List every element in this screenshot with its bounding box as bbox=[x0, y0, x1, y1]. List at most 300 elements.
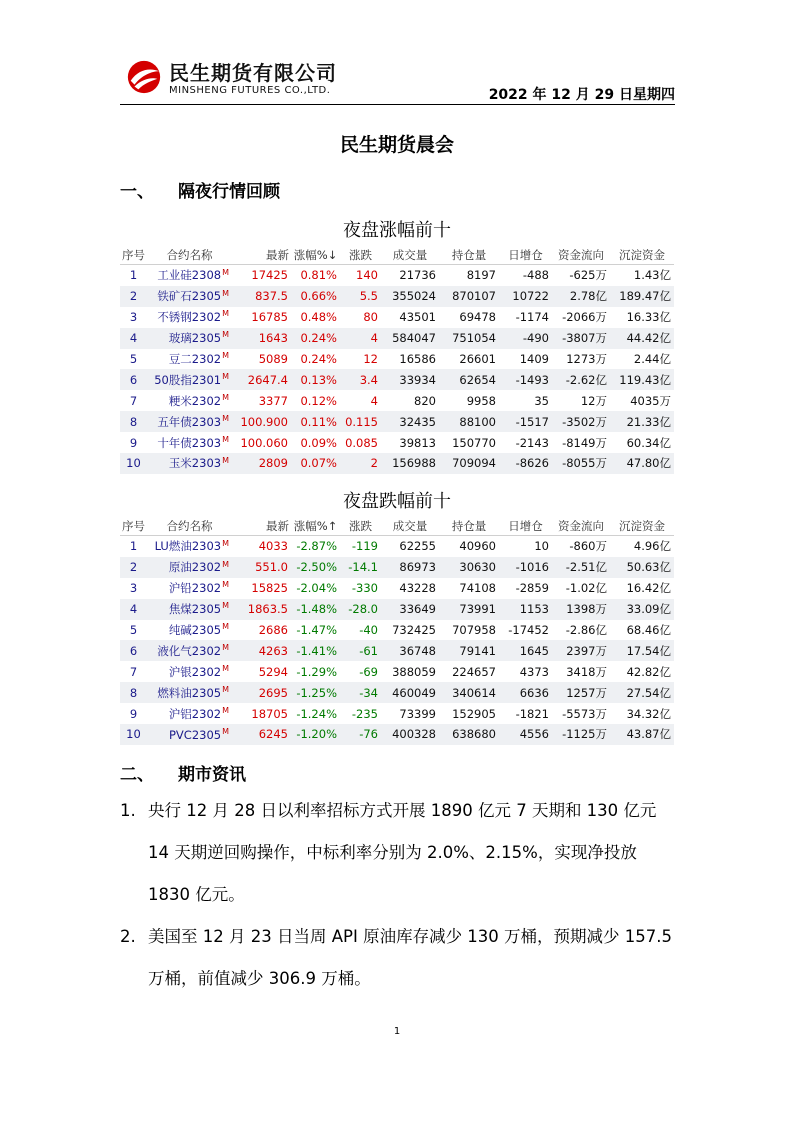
cell-daily-oi-change: 10 bbox=[499, 536, 552, 557]
cell-last-price: 6245 bbox=[232, 724, 291, 745]
cell-daily-oi-change: 1153 bbox=[499, 599, 552, 620]
col-header-daily-oi-change: 日增仓 bbox=[499, 245, 552, 265]
cell-fund-flow: -2066万 bbox=[552, 307, 610, 328]
cell-deposited-funds: 119.43亿 bbox=[610, 369, 674, 390]
contract-name-text: 焦煤2305 bbox=[168, 602, 222, 617]
table-row bbox=[120, 620, 674, 641]
cell-last-price: 16785 bbox=[232, 307, 291, 328]
cell-contract-name bbox=[147, 724, 232, 745]
main-contract-mark: M bbox=[222, 351, 229, 361]
cell-last-price: 2809 bbox=[232, 453, 291, 474]
contract-name-text: 十年债2303 bbox=[157, 435, 222, 450]
main-contract-mark: M bbox=[222, 663, 229, 673]
cell-contract-name bbox=[147, 349, 232, 370]
cell-last-price: 1863.5 bbox=[232, 599, 291, 620]
cell-open-interest: 152905 bbox=[439, 703, 499, 724]
news-list bbox=[120, 790, 676, 1000]
news-item-text: 央行 12 月 28 日以利率招标方式开展 1890 亿元 7 天期和 130 亿元 14 天期逆回购操作，中标利率分别为 2.0%、2.15%，实现净投放 1830 亿元。 bbox=[148, 801, 657, 904]
cell-deposited-funds: 21.33亿 bbox=[610, 411, 674, 432]
contract-name-text: 铁矿石2305 bbox=[157, 289, 222, 304]
cell-daily-oi-change: -1821 bbox=[499, 703, 552, 724]
cell-volume: 73399 bbox=[381, 703, 439, 724]
table-row bbox=[120, 286, 674, 307]
col-header-contract: 合约名称 bbox=[147, 516, 232, 536]
cell-price-change: 12 bbox=[340, 349, 381, 370]
col-header-pct: 涨幅%↓ bbox=[291, 245, 340, 265]
cell-price-change: -40 bbox=[340, 620, 381, 641]
cell-price-change: -28.0 bbox=[340, 599, 381, 620]
contract-name-text: LU燃油2303 bbox=[154, 539, 222, 554]
cell-row-index: 3 bbox=[120, 307, 147, 328]
cell-fund-flow: 1398万 bbox=[552, 599, 610, 620]
main-contract-mark: M bbox=[222, 684, 229, 694]
table-row bbox=[120, 557, 674, 578]
cell-last-price: 4263 bbox=[232, 640, 291, 661]
cell-daily-oi-change: -490 bbox=[499, 328, 552, 349]
cell-volume: 460049 bbox=[381, 682, 439, 703]
main-contract-mark: M bbox=[222, 538, 229, 548]
cell-daily-oi-change: 4556 bbox=[499, 724, 552, 745]
cell-row-index: 4 bbox=[120, 599, 147, 620]
cell-pct-change: -1.41% bbox=[291, 640, 340, 661]
cell-volume: 36748 bbox=[381, 640, 439, 661]
cell-price-change: 0.115 bbox=[340, 411, 381, 432]
cell-volume: 16586 bbox=[381, 349, 439, 370]
table-row bbox=[120, 390, 674, 411]
cell-contract-name bbox=[147, 286, 232, 307]
contract-name-text: 玉米2303 bbox=[168, 456, 222, 471]
cell-last-price: 15825 bbox=[232, 578, 291, 599]
cell-row-index: 10 bbox=[120, 724, 147, 745]
news-item-text: 美国至 12 月 23 日当周 API 原油库存减少 130 万桶，预期减少 157.5 万桶，前值减少 306.9 万桶。 bbox=[148, 927, 673, 988]
col-header-fund-flow: 资金流向 bbox=[552, 516, 610, 536]
cell-price-change: -69 bbox=[340, 661, 381, 682]
cell-contract-name bbox=[147, 557, 232, 578]
cell-open-interest: 74108 bbox=[439, 578, 499, 599]
cell-open-interest: 88100 bbox=[439, 411, 499, 432]
news-item-number: 2. bbox=[120, 927, 136, 946]
section-number: 二、 bbox=[120, 765, 154, 785]
cell-price-change: -34 bbox=[340, 682, 381, 703]
main-contract-mark: M bbox=[222, 392, 229, 402]
section-heading-market-news bbox=[120, 760, 246, 785]
cell-last-price: 837.5 bbox=[232, 286, 291, 307]
cell-volume: 43228 bbox=[381, 578, 439, 599]
cell-contract-name bbox=[147, 578, 232, 599]
cell-daily-oi-change: -1016 bbox=[499, 557, 552, 578]
contract-name-text: 五年债2303 bbox=[157, 414, 222, 429]
cell-row-index: 1 bbox=[120, 536, 147, 557]
cell-contract-name bbox=[147, 307, 232, 328]
cell-fund-flow: -3502万 bbox=[552, 411, 610, 432]
table-row bbox=[120, 640, 674, 661]
cell-price-change: -119 bbox=[340, 536, 381, 557]
contract-name-text: 沪铝2302 bbox=[168, 706, 222, 721]
cell-last-price: 18705 bbox=[232, 703, 291, 724]
cell-pct-change: -2.50% bbox=[291, 557, 340, 578]
contract-name-text: 纯碱2305 bbox=[168, 623, 222, 637]
cell-last-price: 2695 bbox=[232, 682, 291, 703]
col-header-last: 最新 bbox=[232, 516, 291, 536]
cell-daily-oi-change: -1517 bbox=[499, 411, 552, 432]
cell-open-interest: 224657 bbox=[439, 661, 499, 682]
cell-open-interest: 340614 bbox=[439, 682, 499, 703]
cell-row-index: 7 bbox=[120, 390, 147, 411]
contract-name-text: 玻璃2305 bbox=[168, 331, 222, 346]
table-row bbox=[120, 349, 674, 370]
contract-name-text: 不锈钢2302 bbox=[157, 310, 222, 325]
table-row bbox=[120, 724, 674, 745]
news-item bbox=[120, 790, 676, 916]
gainers-table-caption: 夜盘涨幅前十 bbox=[343, 220, 451, 241]
cell-deposited-funds: 42.82亿 bbox=[610, 661, 674, 682]
cell-volume: 33649 bbox=[381, 599, 439, 620]
col-header-volume: 成交量 bbox=[381, 516, 439, 536]
cell-last-price: 2647.4 bbox=[232, 369, 291, 390]
col-header-change: 涨跌 bbox=[340, 516, 381, 536]
cell-daily-oi-change: 6636 bbox=[499, 682, 552, 703]
contract-name-text: 沪铅2302 bbox=[168, 581, 222, 596]
cell-row-index: 1 bbox=[120, 265, 147, 286]
cell-price-change: -61 bbox=[340, 640, 381, 661]
cell-deposited-funds: 16.42亿 bbox=[610, 578, 674, 599]
cell-fund-flow: 3418万 bbox=[552, 661, 610, 682]
cell-open-interest: 26601 bbox=[439, 349, 499, 370]
cell-deposited-funds: 4.96亿 bbox=[610, 536, 674, 557]
cell-last-price: 5089 bbox=[232, 349, 291, 370]
cell-deposited-funds: 1.43亿 bbox=[610, 265, 674, 286]
cell-contract-name bbox=[147, 265, 232, 286]
cell-pct-change: 0.07% bbox=[291, 453, 340, 474]
cell-open-interest: 150770 bbox=[439, 432, 499, 453]
col-header-volume: 成交量 bbox=[381, 245, 439, 265]
cell-daily-oi-change: 10722 bbox=[499, 286, 552, 307]
cell-last-price: 17425 bbox=[232, 265, 291, 286]
main-contract-mark: M bbox=[222, 705, 229, 715]
cell-pct-change: -1.47% bbox=[291, 620, 340, 641]
cell-fund-flow: -625万 bbox=[552, 265, 610, 286]
cell-contract-name bbox=[147, 620, 232, 641]
contract-name-text: 液化气2302 bbox=[157, 643, 222, 658]
cell-pct-change: 0.48% bbox=[291, 307, 340, 328]
cell-volume: 732425 bbox=[381, 620, 439, 641]
cell-fund-flow: 1257万 bbox=[552, 682, 610, 703]
cell-volume: 33934 bbox=[381, 369, 439, 390]
cell-last-price: 4033 bbox=[232, 536, 291, 557]
cell-row-index: 7 bbox=[120, 661, 147, 682]
col-header-open-interest: 持仓量 bbox=[439, 245, 499, 265]
cell-pct-change: -1.20% bbox=[291, 724, 340, 745]
cell-price-change: -14.1 bbox=[340, 557, 381, 578]
col-header-contract: 合约名称 bbox=[147, 245, 232, 265]
main-contract-mark: M bbox=[222, 643, 229, 653]
document-title: 民生期货晨会 bbox=[339, 134, 454, 156]
cell-open-interest: 870107 bbox=[439, 286, 499, 307]
col-header-index: 序号 bbox=[120, 516, 147, 536]
cell-contract-name bbox=[147, 599, 232, 620]
cell-contract-name bbox=[147, 640, 232, 661]
cell-fund-flow: -8055万 bbox=[552, 453, 610, 474]
cell-fund-flow: 2397万 bbox=[552, 640, 610, 661]
cell-volume: 156988 bbox=[381, 453, 439, 474]
cell-price-change: -76 bbox=[340, 724, 381, 745]
cell-last-price: 100.060 bbox=[232, 432, 291, 453]
table-row bbox=[120, 307, 674, 328]
cell-deposited-funds: 34.32亿 bbox=[610, 703, 674, 724]
cell-volume: 584047 bbox=[381, 328, 439, 349]
table-row bbox=[120, 265, 674, 286]
cell-contract-name bbox=[147, 536, 232, 557]
main-contract-mark: M bbox=[222, 622, 229, 632]
cell-price-change: 4 bbox=[340, 328, 381, 349]
contract-name-text: 豆二2302 bbox=[168, 352, 222, 366]
col-header-index: 序号 bbox=[120, 245, 147, 265]
cell-row-index: 10 bbox=[120, 453, 147, 474]
cell-row-index: 8 bbox=[120, 682, 147, 703]
cell-deposited-funds: 33.09亿 bbox=[610, 599, 674, 620]
contract-name-text: 50股指2301 bbox=[154, 372, 222, 387]
section-title: 隔夜行情回顾 bbox=[178, 182, 280, 202]
table-row bbox=[120, 328, 674, 349]
table-row bbox=[120, 661, 674, 682]
cell-open-interest: 707958 bbox=[439, 620, 499, 641]
cell-row-index: 5 bbox=[120, 349, 147, 370]
cell-pct-change: 0.13% bbox=[291, 369, 340, 390]
main-contract-mark: M bbox=[222, 727, 229, 737]
report-date: 2022 年 12 月 29 日星期四 bbox=[488, 87, 675, 103]
cell-open-interest: 709094 bbox=[439, 453, 499, 474]
cell-last-price: 551.0 bbox=[232, 557, 291, 578]
cell-pct-change: -2.04% bbox=[291, 578, 340, 599]
cell-price-change: 80 bbox=[340, 307, 381, 328]
losers-table-caption: 夜盘跌幅前十 bbox=[343, 491, 451, 512]
cell-contract-name bbox=[147, 453, 232, 474]
section-title: 期市资讯 bbox=[178, 765, 246, 785]
section-number: 一、 bbox=[120, 182, 154, 202]
cell-pct-change: -2.87% bbox=[291, 536, 340, 557]
cell-last-price: 3377 bbox=[232, 390, 291, 411]
night-losers-table bbox=[120, 516, 674, 745]
cell-pct-change: 0.11% bbox=[291, 411, 340, 432]
cell-fund-flow: -2.86亿 bbox=[552, 620, 610, 641]
cell-volume: 39813 bbox=[381, 432, 439, 453]
cell-deposited-funds: 2.44亿 bbox=[610, 349, 674, 370]
cell-pct-change: -1.25% bbox=[291, 682, 340, 703]
main-contract-mark: M bbox=[222, 267, 229, 277]
cell-row-index: 2 bbox=[120, 286, 147, 307]
cell-open-interest: 79141 bbox=[439, 640, 499, 661]
col-header-open-interest: 持仓量 bbox=[439, 516, 499, 536]
cell-row-index: 6 bbox=[120, 369, 147, 390]
cell-row-index: 9 bbox=[120, 703, 147, 724]
table-row bbox=[120, 411, 674, 432]
cell-pct-change: 0.09% bbox=[291, 432, 340, 453]
cell-deposited-funds: 47.80亿 bbox=[610, 453, 674, 474]
cell-volume: 388059 bbox=[381, 661, 439, 682]
cell-pct-change: -1.29% bbox=[291, 661, 340, 682]
cell-last-price: 1643 bbox=[232, 328, 291, 349]
table-row bbox=[120, 578, 674, 599]
main-contract-mark: M bbox=[222, 601, 229, 611]
cell-daily-oi-change: -17452 bbox=[499, 620, 552, 641]
cell-contract-name bbox=[147, 661, 232, 682]
col-header-pct: 涨幅%↑ bbox=[291, 516, 340, 536]
cell-price-change: 140 bbox=[340, 265, 381, 286]
table-row bbox=[120, 369, 674, 390]
main-contract-mark: M bbox=[222, 413, 229, 423]
cell-price-change: 4 bbox=[340, 390, 381, 411]
table-row bbox=[120, 432, 674, 453]
main-contract-mark: M bbox=[222, 434, 229, 444]
cell-daily-oi-change: -2143 bbox=[499, 432, 552, 453]
table-row bbox=[120, 453, 674, 474]
table-row bbox=[120, 536, 674, 557]
cell-pct-change: 0.12% bbox=[291, 390, 340, 411]
cell-pct-change: 0.24% bbox=[291, 349, 340, 370]
cell-deposited-funds: 189.47亿 bbox=[610, 286, 674, 307]
page-header bbox=[120, 52, 675, 105]
cell-pct-change: -1.48% bbox=[291, 599, 340, 620]
cell-volume: 43501 bbox=[381, 307, 439, 328]
cell-pct-change: -1.24% bbox=[291, 703, 340, 724]
cell-fund-flow: 2.78亿 bbox=[552, 286, 610, 307]
section-heading-market-review bbox=[120, 177, 280, 202]
table-row bbox=[120, 703, 674, 724]
news-item-number: 1. bbox=[120, 801, 136, 820]
cell-pct-change: 0.66% bbox=[291, 286, 340, 307]
cell-deposited-funds: 17.54亿 bbox=[610, 640, 674, 661]
table-header-row bbox=[120, 245, 674, 265]
company-logo-icon bbox=[125, 58, 163, 96]
cell-daily-oi-change: 4373 bbox=[499, 661, 552, 682]
cell-row-index: 9 bbox=[120, 432, 147, 453]
cell-volume: 400328 bbox=[381, 724, 439, 745]
company-logo bbox=[125, 54, 365, 102]
cell-open-interest: 40960 bbox=[439, 536, 499, 557]
cell-contract-name bbox=[147, 682, 232, 703]
company-name-en: MINSHENG FUTURES CO.,LTD. bbox=[169, 85, 331, 96]
cell-volume: 62255 bbox=[381, 536, 439, 557]
cell-deposited-funds: 44.42亿 bbox=[610, 328, 674, 349]
night-gainers-table bbox=[120, 245, 674, 474]
cell-last-price: 2686 bbox=[232, 620, 291, 641]
cell-daily-oi-change: -8626 bbox=[499, 453, 552, 474]
cell-price-change: 0.085 bbox=[340, 432, 381, 453]
cell-row-index: 6 bbox=[120, 640, 147, 661]
main-contract-mark: M bbox=[222, 372, 229, 382]
cell-open-interest: 73991 bbox=[439, 599, 499, 620]
cell-volume: 21736 bbox=[381, 265, 439, 286]
col-header-last: 最新 bbox=[232, 245, 291, 265]
cell-daily-oi-change: 1409 bbox=[499, 349, 552, 370]
cell-contract-name bbox=[147, 328, 232, 349]
cell-daily-oi-change: 1645 bbox=[499, 640, 552, 661]
cell-last-price: 100.900 bbox=[232, 411, 291, 432]
main-contract-mark: M bbox=[222, 309, 229, 319]
cell-deposited-funds: 68.46亿 bbox=[610, 620, 674, 641]
table-header-row bbox=[120, 516, 674, 536]
cell-fund-flow: -3807万 bbox=[552, 328, 610, 349]
cell-fund-flow: -1125万 bbox=[552, 724, 610, 745]
contract-name-text: 沪银2302 bbox=[168, 664, 222, 679]
cell-deposited-funds: 4035万 bbox=[610, 390, 674, 411]
cell-fund-flow: -8149万 bbox=[552, 432, 610, 453]
company-name-cn: 民生期货有限公司 bbox=[169, 61, 337, 85]
cell-pct-change: 0.81% bbox=[291, 265, 340, 286]
cell-row-index: 5 bbox=[120, 620, 147, 641]
cell-row-index: 8 bbox=[120, 411, 147, 432]
contract-name-text: 原油2302 bbox=[168, 560, 222, 575]
cell-daily-oi-change: -2859 bbox=[499, 578, 552, 599]
cell-contract-name bbox=[147, 369, 232, 390]
col-header-change: 涨跌 bbox=[340, 245, 381, 265]
contract-name-text: PVC2305 bbox=[168, 727, 222, 742]
main-contract-mark: M bbox=[222, 330, 229, 340]
main-contract-mark: M bbox=[222, 580, 229, 590]
cell-open-interest: 30630 bbox=[439, 557, 499, 578]
cell-daily-oi-change: 35 bbox=[499, 390, 552, 411]
col-header-deposited-funds: 沉淀资金 bbox=[610, 245, 674, 265]
cell-deposited-funds: 50.63亿 bbox=[610, 557, 674, 578]
cell-fund-flow: -2.62亿 bbox=[552, 369, 610, 390]
cell-pct-change: 0.24% bbox=[291, 328, 340, 349]
cell-fund-flow: -1.02亿 bbox=[552, 578, 610, 599]
cell-fund-flow: 1273万 bbox=[552, 349, 610, 370]
cell-last-price: 5294 bbox=[232, 661, 291, 682]
cell-price-change: 2 bbox=[340, 453, 381, 474]
contract-name-text: 工业硅2308 bbox=[157, 268, 222, 283]
cell-fund-flow: -860万 bbox=[552, 536, 610, 557]
cell-fund-flow: -5573万 bbox=[552, 703, 610, 724]
cell-contract-name bbox=[147, 390, 232, 411]
cell-contract-name bbox=[147, 703, 232, 724]
table-row bbox=[120, 599, 674, 620]
cell-fund-flow: -2.51亿 bbox=[552, 557, 610, 578]
cell-contract-name bbox=[147, 411, 232, 432]
cell-volume: 355024 bbox=[381, 286, 439, 307]
cell-contract-name bbox=[147, 432, 232, 453]
cell-daily-oi-change: -1493 bbox=[499, 369, 552, 390]
cell-daily-oi-change: -1174 bbox=[499, 307, 552, 328]
cell-row-index: 4 bbox=[120, 328, 147, 349]
cell-open-interest: 638680 bbox=[439, 724, 499, 745]
cell-row-index: 3 bbox=[120, 578, 147, 599]
cell-fund-flow: 12万 bbox=[552, 390, 610, 411]
cell-price-change: -235 bbox=[340, 703, 381, 724]
cell-price-change: -330 bbox=[340, 578, 381, 599]
cell-open-interest: 8197 bbox=[439, 265, 499, 286]
main-contract-mark: M bbox=[222, 559, 229, 569]
cell-volume: 820 bbox=[381, 390, 439, 411]
cell-deposited-funds: 43.87亿 bbox=[610, 724, 674, 745]
cell-volume: 86973 bbox=[381, 557, 439, 578]
cell-deposited-funds: 60.34亿 bbox=[610, 432, 674, 453]
cell-open-interest: 62654 bbox=[439, 369, 499, 390]
main-contract-mark: M bbox=[222, 455, 229, 465]
col-header-deposited-funds: 沉淀资金 bbox=[610, 516, 674, 536]
cell-price-change: 3.4 bbox=[340, 369, 381, 390]
contract-name-text: 粳米2302 bbox=[168, 393, 222, 408]
cell-open-interest: 69478 bbox=[439, 307, 499, 328]
cell-daily-oi-change: -488 bbox=[499, 265, 552, 286]
page-number: 1 bbox=[393, 1026, 401, 1037]
cell-open-interest: 9958 bbox=[439, 390, 499, 411]
cell-row-index: 2 bbox=[120, 557, 147, 578]
main-contract-mark: M bbox=[222, 288, 229, 298]
cell-volume: 32435 bbox=[381, 411, 439, 432]
col-header-fund-flow: 资金流向 bbox=[552, 245, 610, 265]
cell-open-interest: 751054 bbox=[439, 328, 499, 349]
